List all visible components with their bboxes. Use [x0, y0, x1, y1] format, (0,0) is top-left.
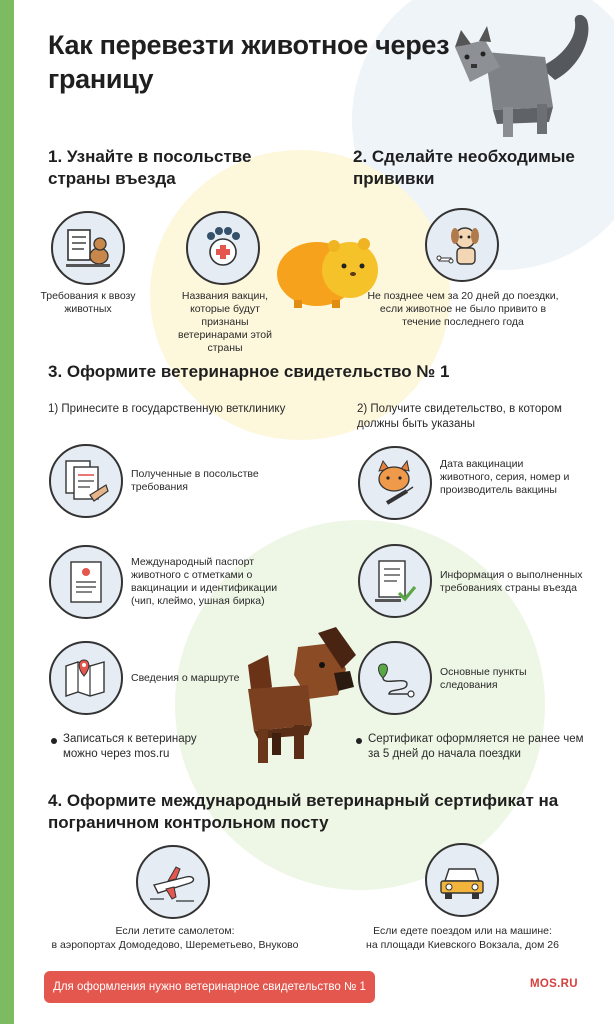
left-green-stripe [0, 0, 14, 1024]
step3-right-subheading: 2) Получите свидетельство, в котором должны быть указаны [357, 403, 562, 430]
step3-heading: 3. Оформите ветеринарное свидетельство № 1 [48, 362, 450, 381]
step1-heading: 1. Узнайте в посольстве страны въезда [48, 147, 252, 188]
left-note-bullet [51, 738, 57, 744]
paw-medical-icon [186, 211, 260, 285]
step3-right-item2-text: Информация о выполненных требованиях страны въезда [440, 569, 583, 594]
documents-hand-icon [49, 444, 123, 518]
step2-item-text: Не позднее чем за 20 дней до поездки, если животное не было привито в течение последнего года [367, 290, 559, 328]
step1-item1-text: Требования к ввозу животных [40, 290, 136, 315]
step3-left-item2-text: Международный паспорт животного с отметками о вакцинации и идентификации (чип, клеймо, ушная бирка) [131, 556, 278, 607]
page-title: Как перевезти животное через границу [48, 30, 450, 94]
checklist-done-icon [358, 544, 432, 618]
cat-syringe-icon [358, 446, 432, 520]
dog-bone-icon [425, 208, 499, 282]
car-icon [425, 843, 499, 917]
checklist-dog-icon [51, 211, 125, 285]
brown-dog-illustration [238, 625, 363, 765]
gray-cat-illustration [445, 12, 605, 137]
brand-logo: MOS.RU [530, 978, 578, 990]
step3-left-item1-text: Полученные в посольстве требования [131, 468, 259, 493]
step3-left-note: Записаться к ветеринару можно через mos.ru [63, 733, 197, 760]
step3-right-item3-text: Основные пункты следования [440, 666, 527, 691]
airplane-icon [136, 845, 210, 919]
step1-item2-text: Названия вакцин, которые будут признаны ветеринарами этой страны [177, 290, 273, 354]
step3-right-note: Сертификат оформляется не ранее чем за 5 дней до начала поездки [368, 733, 584, 760]
pet-passport-icon [49, 545, 123, 619]
step4-heading: 4. Оформите международный ветеринарный сертификат на пограничном контрольном посту [48, 791, 559, 832]
step3-left-subheading: 1) Принесите в государственную ветклинику [48, 403, 286, 415]
route-pins-icon [358, 641, 432, 715]
step4-plane-line1: Если летите самолетом: [115, 925, 235, 937]
step3-right-item1-text: Дата вакцинации животного, серия, номер и производитель вакцины [440, 458, 570, 496]
route-map-icon [49, 641, 123, 715]
step4-train-line1: Если едете поездом или на машине: [373, 925, 552, 937]
step4-train-line2: на площади Киевского Вокзала, дом 26 [366, 939, 559, 951]
step2-heading: 2. Сделайте необходимые прививки [353, 147, 575, 188]
step3-left-item3-text: Сведения о маршруте [131, 672, 240, 684]
step4-plane-line2: в аэропортах Домодедово, Шереметьево, Внуково [51, 939, 299, 951]
right-note-bullet [356, 738, 362, 744]
footer-note-badge: Для оформления нужно ветеринарное свидетельство № 1 [44, 971, 375, 1003]
